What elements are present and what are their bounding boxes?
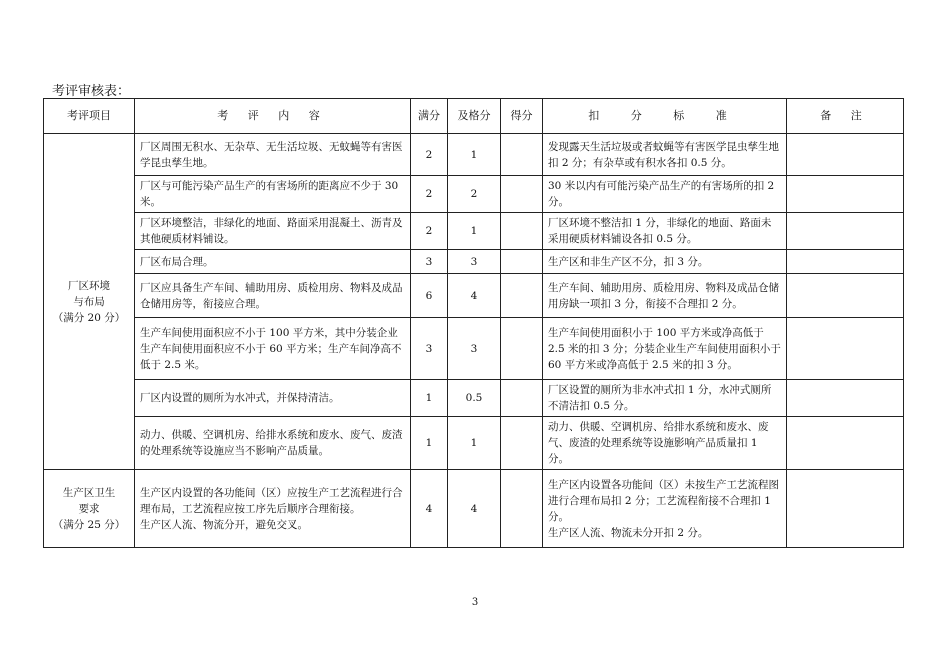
full-score-cell: 2 — [411, 176, 448, 213]
remark-cell — [787, 134, 904, 176]
table-caption: 考评审核表： — [52, 84, 131, 99]
content-cell: 厂区内设置的厕所为水冲式，并保持清洁。 — [135, 380, 411, 417]
content-cell: 厂区布局合理。 — [135, 250, 411, 274]
content-cell: 厂区与可能污染产品生产的有害场所的距离应不少于 30 米。 — [135, 176, 411, 213]
page-number: 3 — [471, 597, 479, 608]
header-score: 得分 — [501, 99, 543, 134]
table-row — [44, 213, 904, 250]
pass-score-cell: 0.5 — [448, 380, 501, 417]
standard-cell: 生产区和非生产区不分，扣 3 分。 — [543, 250, 787, 274]
item-cell — [44, 470, 135, 548]
pass-score-cell: 3 — [448, 318, 501, 380]
table-row — [44, 134, 904, 176]
pass-score-cell: 1 — [448, 417, 501, 470]
remark-cell — [787, 250, 904, 274]
standard-cell: 动力、供暖、空调机房、给排水系统和废水、废气、废渣的处理系统等设施影响产品质量扣 1 分。 — [543, 417, 787, 470]
item-label-line: 生产区卫生 — [62, 486, 116, 499]
standard-cell: 生产车间、辅助用房、质检用房、物料及成品仓储用房缺一项扣 3 分，衔接不合理扣 2 分。 — [543, 274, 787, 318]
content-cell: 厂区周围无积水、无杂草、无生活垃圾、无蚊蝇等有害医学昆虫孳生地。 — [135, 134, 411, 176]
pass-score-cell: 4 — [448, 274, 501, 318]
score-cell — [501, 318, 543, 380]
standard-cell: 30 米以内有可能污染产品生产的有害场所的扣 2 分。 — [543, 176, 787, 213]
remark-cell — [787, 176, 904, 213]
score-cell — [501, 134, 543, 176]
standard-cell-paragraph: 生产区人流、物流未分开扣 2 分。 — [548, 526, 709, 539]
content-cell: 厂区环境整洁，非绿化的地面、路面采用混凝土、沥青及其他硬质材料铺设。 — [135, 213, 411, 250]
header-content: 考 评 内 容 — [135, 99, 411, 134]
full-score-cell: 6 — [411, 274, 448, 318]
content-cell: 动力、供暖、空调机房、给排水系统和废水、废气、废渣的处理系统等设施应当不影响产品质量。 — [135, 417, 411, 470]
full-score-cell: 3 — [411, 318, 448, 380]
item-label-line: 与布局 — [73, 295, 105, 308]
full-score-cell: 1 — [411, 380, 448, 417]
item-label-line: 要求 — [78, 502, 100, 515]
pass-score-cell: 1 — [448, 134, 501, 176]
remark-cell — [787, 213, 904, 250]
score-cell — [501, 250, 543, 274]
full-score-cell: 2 — [411, 134, 448, 176]
remark-cell — [787, 274, 904, 318]
remark-cell — [787, 318, 904, 380]
score-cell — [501, 213, 543, 250]
remark-cell — [787, 470, 904, 548]
full-score-cell: 4 — [411, 470, 448, 548]
content-cell: 厂区应具备生产车间、辅助用房、质检用房、物料及成品仓储用房等，衔接应合理。 — [135, 274, 411, 318]
standard-cell-paragraph: 生产区内设置各功能间（区）未按生产工艺流程图进行合理布局扣 2 分；工艺流程衔接不合理扣 1 分。 — [548, 478, 779, 523]
standard-cell: 发现露天生活垃圾或者蚊蝇等有害医学昆虫孳生地扣 2 分；有杂草或有积水各扣 0.5 分。 — [543, 134, 787, 176]
content-cell-paragraph: 生产区人流、物流分开，避免交叉。 — [140, 518, 308, 531]
table-row — [44, 250, 904, 274]
evaluation-table — [43, 98, 904, 548]
pass-score-cell: 2 — [448, 176, 501, 213]
header-item: 考评项目 — [44, 99, 135, 134]
pass-score-cell: 4 — [448, 470, 501, 548]
standard-cell: 生产车间使用面积小于 100 平方米或净高低于 2.5 米的扣 3 分；分装企业生产车间使用面积小于 60 平方米或净高低于 2.5 米的扣 3 分。 — [543, 318, 787, 380]
item-label-line: 厂区环境 — [68, 279, 110, 292]
header-remark: 备 注 — [787, 99, 904, 134]
table-row — [44, 176, 904, 213]
table-row — [44, 470, 904, 548]
pass-score-cell: 1 — [448, 213, 501, 250]
pass-score-cell: 3 — [448, 250, 501, 274]
remark-cell — [787, 417, 904, 470]
item-label-line: （满分 20 分） — [52, 311, 126, 324]
score-cell — [501, 380, 543, 417]
header-full-score: 满分 — [411, 99, 448, 134]
table-row — [44, 417, 904, 470]
full-score-cell: 2 — [411, 213, 448, 250]
remark-cell — [787, 380, 904, 417]
score-cell — [501, 417, 543, 470]
table-row — [44, 274, 904, 318]
item-cell — [44, 134, 135, 470]
full-score-cell: 3 — [411, 250, 448, 274]
header-row — [44, 99, 904, 134]
content-cell-paragraph: 生产区内设置的各功能间（区）应按生产工艺流程进行合理布局，工艺流程应按工序先后顺序合理衔接。 — [140, 486, 403, 515]
standard-cell — [543, 470, 787, 548]
content-cell — [135, 470, 411, 548]
score-cell — [501, 176, 543, 213]
header-pass-score: 及格分 — [448, 99, 501, 134]
full-score-cell: 1 — [411, 417, 448, 470]
score-cell — [501, 274, 543, 318]
score-cell — [501, 470, 543, 548]
header-standard: 扣 分 标 准 — [543, 99, 787, 134]
content-cell: 生产车间使用面积应不小于 100 平方米，其中分装企业生产车间使用面积应不小于 60 平方米；生产车间净高不低于 2.5 米。 — [135, 318, 411, 380]
table-row — [44, 318, 904, 380]
standard-cell: 厂区环境不整洁扣 1 分，非绿化的地面、路面未采用硬质材料铺设各扣 0.5 分。 — [543, 213, 787, 250]
item-label-line: （满分 25 分） — [52, 518, 126, 531]
table-row — [44, 380, 904, 417]
standard-cell: 厂区设置的厕所为非水冲式扣 1 分，水冲式厕所不清洁扣 0.5 分。 — [543, 380, 787, 417]
